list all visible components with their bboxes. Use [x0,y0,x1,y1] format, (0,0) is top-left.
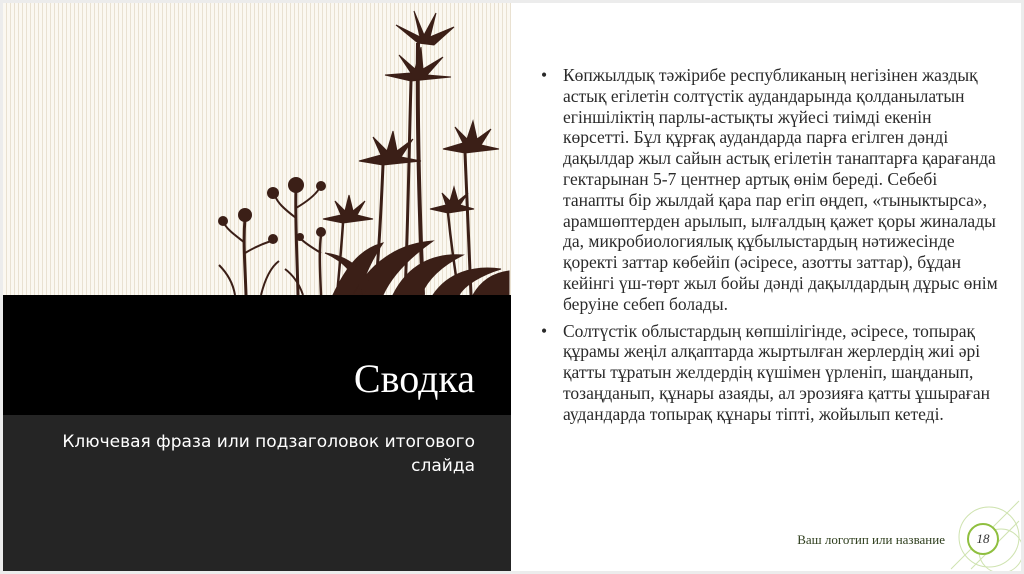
slide-subtitle: Ключевая фраза или подзаголовок итогового слайда [62,432,475,476]
slide-title: Сводка [353,356,475,401]
plant-silhouette-illustration [3,3,511,295]
content-area [531,65,1001,431]
bullet-list [531,65,1001,425]
bullet-icon: • [541,320,548,341]
page-number-badge: 18 [967,523,999,555]
bullet-text: Көпжылдық тәжірибе республиканың негізінен жаздық астық егілетін солтүстік аудандарында қолданылатын егіншіліктің парлы-астықты жүйесі тиімді екенін көрсетті. Бұл құрғақ аудандарда парға егілген дәнді дақылдар жыл сайын астық егілетін танаптарға қарағанда гектарынан 5-7 центнер артық өнім береді. Себебі танапты бір жылдай қара пар егіп өңдеп, «тыныктырса», арамшөптерден арылып, ылғалдың қажет қоры жиналады да, микробиологиялық құбылыстардың нәтижесінде қоректі заттар көбейіп (әсіресе, азотты заттар), бұдан кейінгі үш-төрт жыл бойы дәнді дақылдардың дұрыс өнім беруіне себеп болады. [563,65,998,314]
bullet-text: Солтүстік облыстардың көпшілігінде, әсіресе, топырақ құрамы жеңіл алқаптарда жыртылған жерлердің жиі әрі қатты тұратын желдердің күшімен үрленіп, шаңданып, тозаңданып, құнары азаяды, ал эрозияға қатты ұшыраған аудандарда топырақ құнары тіпті, жойылып кетеді. [563,320,991,424]
left-panel [3,3,511,571]
slide [3,3,1021,571]
bullet-item [531,321,1001,425]
bullet-item [531,65,1001,315]
plant-silhouette-icon [3,3,511,295]
bullet-icon: • [541,65,548,85]
footer-logo-text: Ваш логотип или название [797,532,945,547]
